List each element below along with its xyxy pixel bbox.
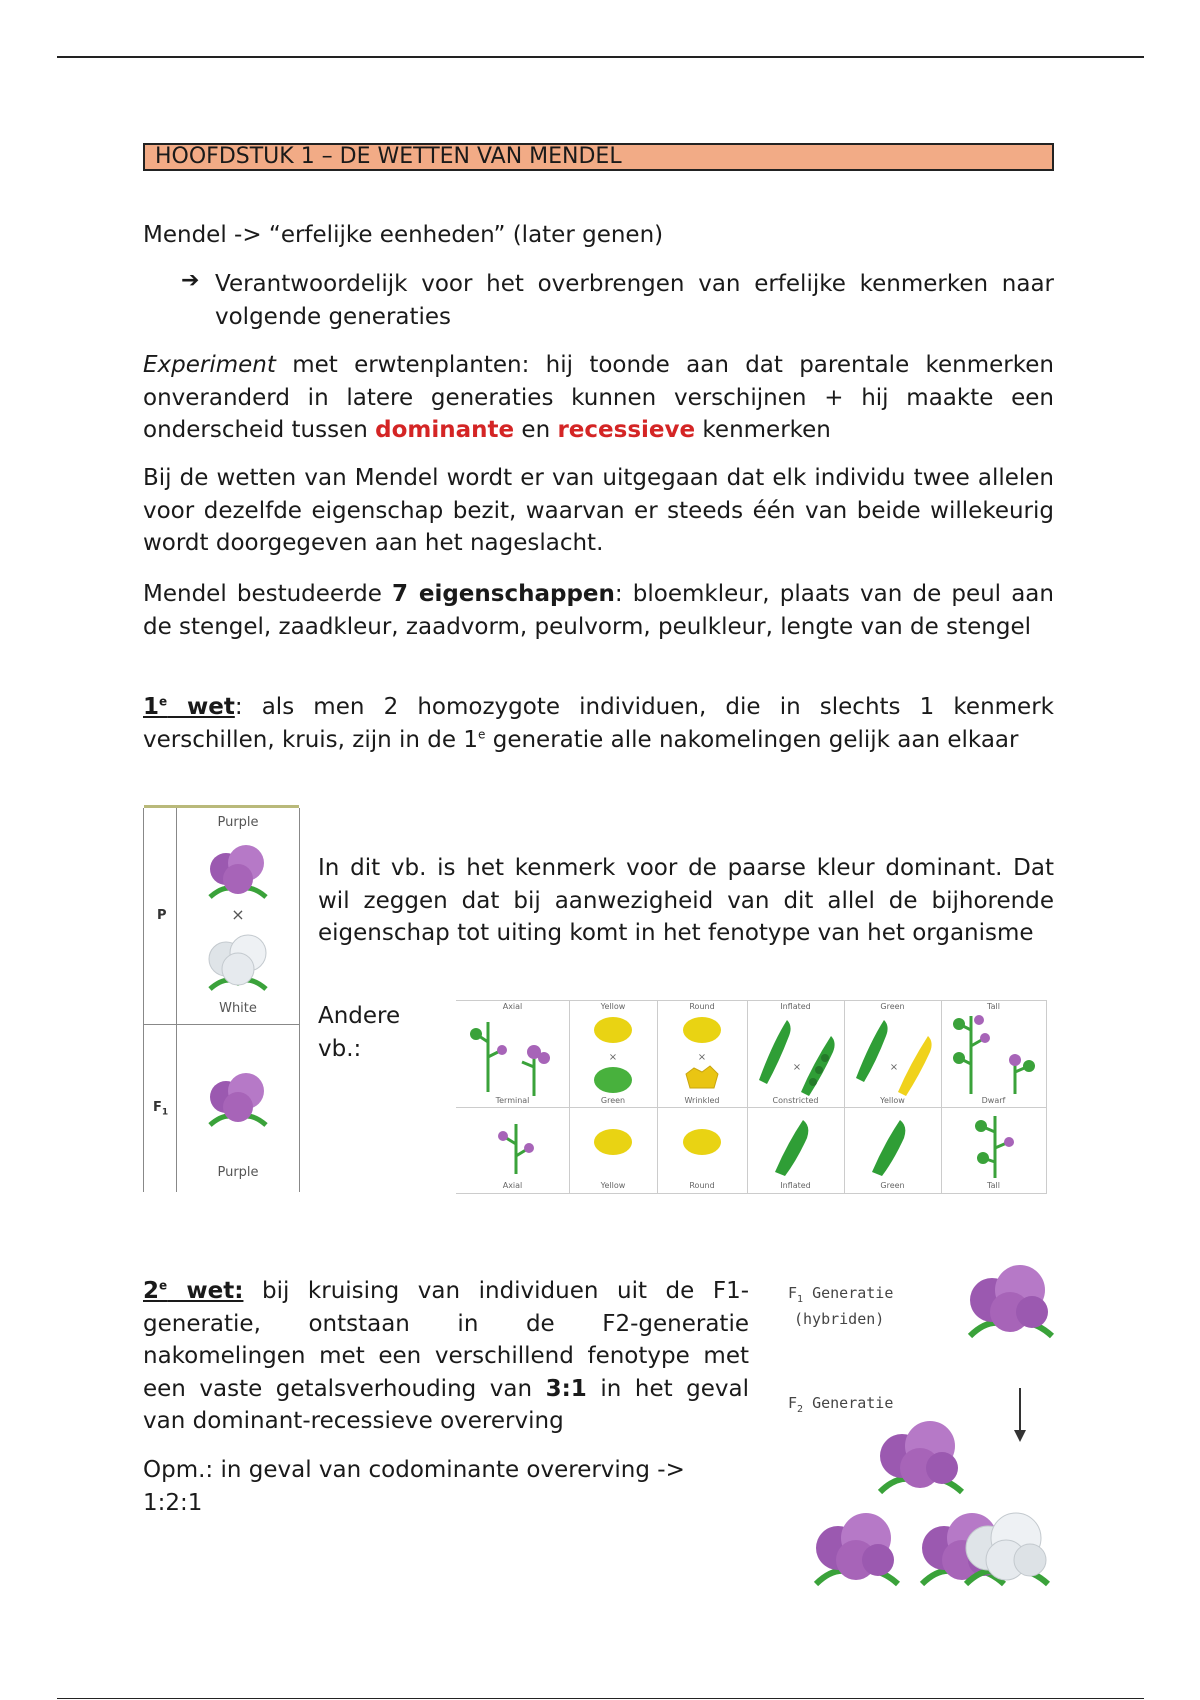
- f1-caption-sub: 1: [797, 1294, 804, 1305]
- f1-caption-letter: F: [788, 1284, 798, 1302]
- trait-result-label: Tall: [987, 1181, 1000, 1190]
- f1-generation-caption: [788, 1284, 893, 1305]
- traits-rest: : bloemkleur, plaats van de peul aan de stengel, zaadkleur, zaadvorm, peulvorm, peulkleur, lengte van de stengel: [143, 581, 1054, 640]
- seed-shape-icon: [680, 1016, 724, 1096]
- experiment-tail: kenmerken: [695, 417, 831, 443]
- axial-result-icon: [491, 1118, 541, 1176]
- pod-color-icon: [850, 1012, 936, 1096]
- trait-top-label: Round: [689, 1002, 715, 1011]
- example-paragraph: In dit vb. is het kenmerk voor de paarse kleur dominant. Dat wil zeggen dat bij aanwezigheid van dit allel de bijhorende eigenschap tot uiting komt in het fenotype van het organisme: [318, 855, 1054, 946]
- f2-generation-figure: [644, 1232, 1057, 1597]
- white-parent-label: White: [219, 1001, 257, 1016]
- inflated-pod-result-icon: [769, 1114, 821, 1176]
- experiment-paragraph: [143, 349, 1054, 447]
- trait-bottom-label: Green: [600, 1096, 626, 1105]
- dominant-term: dominante: [375, 417, 515, 443]
- f1-sub: 1: [161, 1107, 169, 1118]
- trait-column-pod-color: [844, 1000, 942, 1194]
- law1-text: : als men 2 homozygote individuen, die in slechts 1 kenmerk verschillen, kruis, zijn in de 1: [143, 694, 1054, 753]
- law1-text-sup: e: [478, 726, 486, 741]
- top-rule: [57, 56, 1144, 58]
- trait-column-stem-length: [941, 1000, 1047, 1194]
- law1-num: 1: [143, 694, 160, 720]
- other-examples-label: Andere vb.:: [318, 1003, 401, 1062]
- law1-word: wet: [167, 694, 235, 720]
- trait-top-label: Green: [880, 1002, 905, 1011]
- f2-caption-letter: F: [788, 1394, 798, 1412]
- bottom-rule: [57, 1698, 1144, 1699]
- law1-text-tail: generatie alle nakomelingen gelijk aan elkaar: [485, 726, 1019, 753]
- trait-column-pod-shape: [747, 1000, 845, 1194]
- traits-lead: Mendel bestudeerde: [143, 581, 393, 607]
- trait-result-label: Inflated: [780, 1181, 811, 1190]
- trait-result-label: Green: [880, 1181, 905, 1190]
- figure-top-border: [144, 805, 299, 808]
- f1-generation-label: [153, 1100, 168, 1118]
- arrow-bullet-text: Verantwoordelijk voor het overbrengen van erfelijke kenmerken naar volgende generaties: [215, 271, 1054, 330]
- law2-ratio: 3:1: [545, 1375, 587, 1402]
- purple-flower-icon: [198, 835, 278, 905]
- traits-paragraph: [143, 578, 1054, 643]
- white-flower-icon: [198, 923, 278, 998]
- law2-tail: in het geval van dominant-recessieve overerving: [143, 1375, 749, 1434]
- trait-table: [456, 1000, 1046, 1194]
- chapter-title: HOOFDSTUK 1 – DE WETTEN VAN MENDEL: [143, 143, 1054, 171]
- trait-bottom-label: Yellow: [880, 1096, 905, 1105]
- experiment-lead: Experiment: [143, 352, 276, 378]
- trait-column-position: [456, 1000, 570, 1194]
- yellow-seed-result-icon: [591, 1128, 635, 1160]
- f2-purple-flower-icon: [806, 1500, 906, 1590]
- codominance-note: Opm.: in geval van codominante overerving -> 1:2:1: [143, 1457, 685, 1516]
- stem-length-icon: [949, 1010, 1041, 1098]
- figure-row-divider: [143, 1024, 300, 1025]
- trait-result-label: Axial: [502, 1181, 523, 1190]
- law2-text: bij kruising van individuen uit de F1-generatie, ontstaan in de F2-generatie nakomelingen met een verschillend fenotype met een vaste getalsverhouding van: [143, 1278, 749, 1402]
- law2-heading: [143, 1278, 243, 1304]
- cross-symbol: ×: [231, 905, 245, 924]
- trait-column-seed-shape: [657, 1000, 748, 1194]
- purple-parent-label: Purple: [217, 815, 259, 830]
- tall-plant-result-icon: [969, 1112, 1021, 1180]
- round-seed-result-icon: [680, 1128, 724, 1160]
- f1-purple-flower-icon: [198, 1063, 278, 1133]
- svg-text:×: ×: [889, 1062, 899, 1073]
- trait-result-label: Yellow: [600, 1181, 626, 1190]
- figure-label-divider: [176, 808, 177, 1192]
- trait-top-label: Yellow: [600, 1002, 626, 1011]
- law2-num: 2: [143, 1278, 160, 1304]
- alleles-paragraph: Bij de wetten van Mendel wordt er van uitgegaan dat elk individu twee allelen voor dezelfde eigenschap bezit, waarvan er steeds één van beide willekeurig wordt doorgegeven aan het nageslacht.: [143, 465, 1054, 556]
- trait-bottom-label: Constricted: [772, 1096, 819, 1105]
- intro-line: Mendel -> “erfelijke eenheden” (later genen): [143, 222, 664, 248]
- f2-white-flower-icon: [956, 1500, 1056, 1590]
- seed-color-icon: [591, 1016, 635, 1096]
- f1-purple-flower-icon: [960, 1252, 1060, 1342]
- trait-bottom-label: Wrinkled: [684, 1096, 720, 1105]
- f1-letter: F: [153, 1100, 162, 1115]
- law2-sup: e: [159, 1278, 168, 1293]
- svg-text:×: ×: [608, 1052, 618, 1063]
- law1-heading: [143, 694, 235, 720]
- experiment-and: en: [514, 417, 558, 443]
- trait-top-label: Tall: [987, 1002, 1000, 1011]
- hybrid-caption: (hybriden): [794, 1310, 885, 1328]
- law1-paragraph: [143, 691, 1054, 756]
- axial-plant-icon: [468, 1012, 558, 1098]
- trait-top-label: Axial: [502, 1002, 523, 1011]
- f2-caption-sub: 2: [797, 1404, 804, 1415]
- green-pod-result-icon: [866, 1114, 918, 1176]
- svg-text:×: ×: [792, 1062, 802, 1073]
- figure-right-line: [299, 808, 300, 1192]
- p-generation-label: P: [157, 908, 167, 923]
- recessive-term: recessieve: [557, 417, 696, 443]
- mendel-cross-figure: [143, 805, 300, 1192]
- f1-purple-label: Purple: [217, 1165, 259, 1180]
- down-arrow-icon: [1010, 1386, 1030, 1446]
- law2-word: wet:: [167, 1278, 244, 1304]
- trait-top-label: Inflated: [780, 1002, 811, 1011]
- experiment-text: met erwtenplanten: hij toonde aan dat parentale kenmerken onveranderd in latere generaties kunnen verschijnen + hij maakte een onderscheid tussen: [143, 352, 1054, 443]
- figure-left-line: [143, 808, 144, 1192]
- arrow-bullet: [181, 268, 1054, 333]
- trait-bottom-label: Terminal: [495, 1096, 530, 1105]
- f2-caption-text: Generatie: [803, 1394, 894, 1412]
- trait-result-label: Round: [689, 1181, 715, 1190]
- f2-purple-flower-icon: [870, 1408, 970, 1498]
- arrow-right-icon: ➔: [181, 268, 200, 293]
- pod-shape-icon: [753, 1012, 839, 1096]
- f1-caption-text: Generatie: [803, 1284, 894, 1302]
- law1-sup: e: [159, 694, 168, 709]
- trait-column-seed-color: [569, 1000, 658, 1194]
- trait-bottom-label: Dwarf: [981, 1096, 1006, 1105]
- svg-text:×: ×: [697, 1052, 707, 1063]
- traits-bold: 7 eigenschappen: [392, 581, 615, 607]
